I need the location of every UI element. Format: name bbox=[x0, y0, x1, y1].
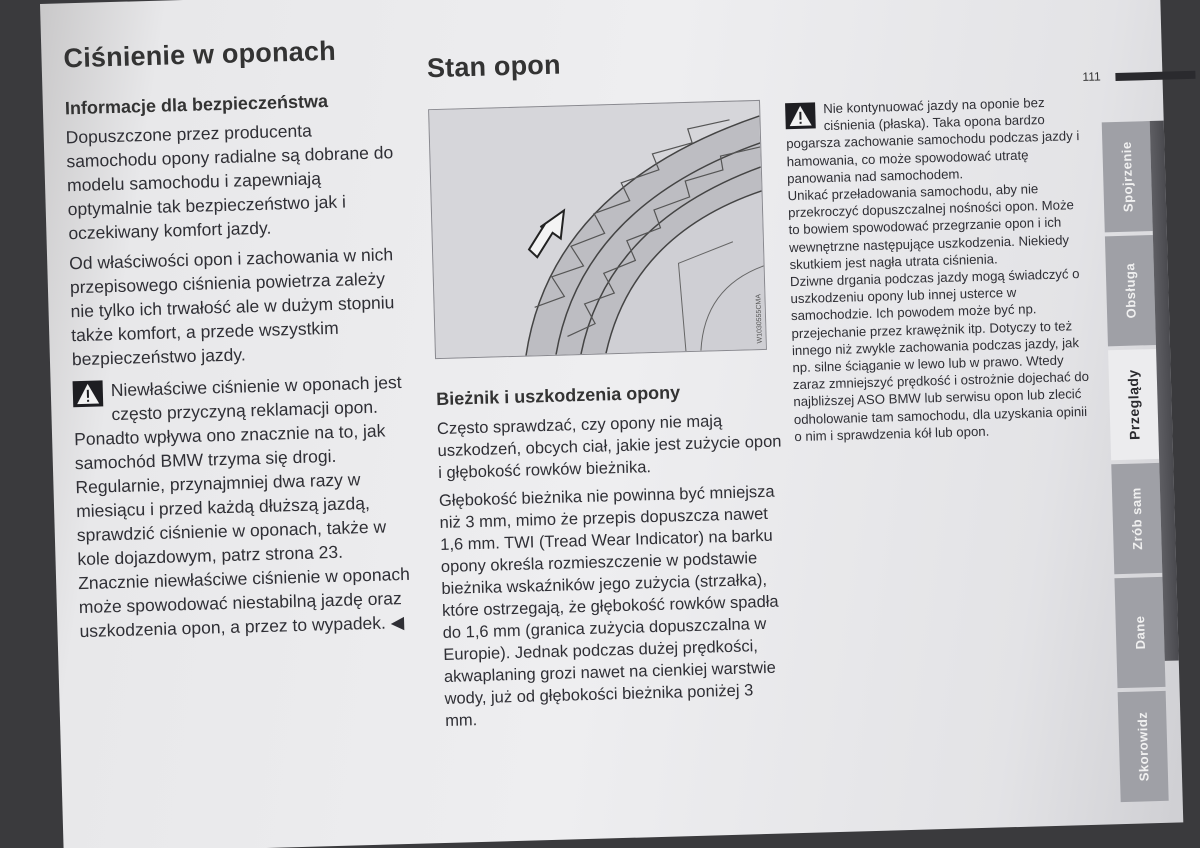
tab-spojrzenie[interactable] bbox=[1102, 121, 1153, 232]
warning-text-flat-tire: Nie kontynuować jazdy na oponie bez ciśnienia (płaska). Taka opona bardzo pogarsza zachowanie samochodu podczas jazdy i hamowania, co może spowodować utratę panowania nad samochodem. bbox=[785, 94, 1080, 187]
tab-label: Spojrzenie bbox=[1118, 141, 1136, 213]
right-column bbox=[785, 93, 1094, 445]
tab-zrob-sam[interactable] bbox=[1111, 463, 1162, 574]
warning-paragraph-pressure bbox=[72, 370, 419, 643]
tab-skorowidz[interactable] bbox=[1118, 691, 1169, 802]
paragraph-tire-properties: Od właściwości opon i zachowania w nich przepisowego ciśnienia powietrza zależy nie tylko ich trwałość ale w dużym stopniu także komfort, a przede wszystkim bezpieczeństwo jazdy. bbox=[68, 244, 395, 370]
paragraph-tread-depth: Głębokość bieżnika nie powinna być mniejsza niż 3 mm, mimo że przepis dopuszcza nawet 1,6 mm. TWI (Tread Wear Indicator) na barku opony określa rozmieszczenie w podstawie bieżnika wskaźników jego zużycia (strzałka), które ostrzegają, że głębokość rowków spadła do 1,6 mm (granica zużycia dopuszczalna w Europie). Jednak podczas dużej prędkości, akwaplaning grozi nawet na cienkiej warstwie wody, już od głębokości bieżnika poniżej 3 mm. bbox=[438, 482, 779, 730]
tab-label: Skorowidz bbox=[1134, 711, 1152, 782]
warning-paragraph-flat-tire bbox=[785, 93, 1087, 187]
figure-code: W1030555CMA bbox=[755, 293, 764, 344]
paragraph-radial-tires: Dopuszczone przez producenta samochodu opony radialne są dobrane do modelu samochodu i zapewniają optymalnie tak bezpieczeństwo jak i oczekiwany komfort jazdy. bbox=[65, 120, 394, 244]
paragraph-check-tires: Często sprawdzać, czy opony nie mają uszkodzeń, obcych ciał, jakie jest zużycie opon i głębokość rowków bieżnika. bbox=[436, 412, 782, 483]
tire-drawing bbox=[429, 101, 766, 358]
manual-page bbox=[40, 0, 1183, 848]
page-number: 111 bbox=[1082, 69, 1101, 84]
page-number-bar bbox=[1115, 71, 1195, 81]
middle-column bbox=[427, 44, 791, 732]
tab-label: Dane bbox=[1132, 615, 1148, 650]
safety-info-heading: Informacje dla bezpieczeństwa bbox=[64, 91, 329, 119]
tab-obsluga[interactable] bbox=[1105, 235, 1156, 346]
paragraph-overload: Unikać przeładowania samochodu, aby nie przekroczyć dopuszczalnej nośności opon. Może to bowiem spowodować przegrzanie opon i ich wewnętrzne następujące uszkodzenia. Niekiedy skutkiem jest nagła utrata ciśnienia. bbox=[787, 181, 1075, 272]
section-title-tire-condition: Stan opon bbox=[426, 49, 562, 84]
paragraph-vibrations: Dziwne drgania podczas jazdy mogą świadczyć o uszkodzeniu opony lub innej usterce w samochodzie. Ich powodem może być np. przejechanie przez krawężnik itp. Dotyczy to też innego niż zwykle zachowania podczas jazdy, jak np. silne ściąganie w lewo lub w prawo. Wtedy zaraz zmniejszyć prędkość i ostrożnie dojechać do najbliższej ASO BMW lub serwisu opon lub zlecić odholowanie tam samochodu, dla uzyskania opinii o nim i sprawdzenia kół lub opon. bbox=[789, 266, 1090, 444]
tab-przeglady[interactable] bbox=[1108, 349, 1159, 460]
warning-text-pressure: Niewłaściwe ciśnienie w oponach jest często przyczyną reklamacji opon. Ponadto wpływa ono znacznie na to, jak samochód BMW trzyma się drogi. Regularnie, przynajmniej dwa razy w miesiącu i przed każdą dłuższą jazdą, sprawdzić ciśnienie w oponach, także w kole dojazdowym, patrz strona 23. Znacznie niewłaściwe ciśnienie w oponach może spowodować niestabilną jazdę oraz uszkodzenia opon, a przez to wypadek. ◀ bbox=[73, 372, 411, 642]
warning-triangle-icon bbox=[73, 380, 104, 407]
tab-label: Obsługa bbox=[1122, 262, 1139, 319]
tab-dane[interactable] bbox=[1114, 577, 1165, 688]
tire-tread-illustration bbox=[428, 100, 767, 359]
tab-label: Zrób sam bbox=[1128, 487, 1146, 551]
section-title-tire-pressure: Ciśnienie w oponach bbox=[63, 35, 337, 74]
warning-triangle-icon bbox=[785, 102, 816, 129]
left-column bbox=[63, 34, 420, 643]
tab-label: Przeglądy bbox=[1124, 369, 1143, 441]
tread-damage-heading: Bieżnik i uszkodzenia opony bbox=[435, 382, 681, 410]
